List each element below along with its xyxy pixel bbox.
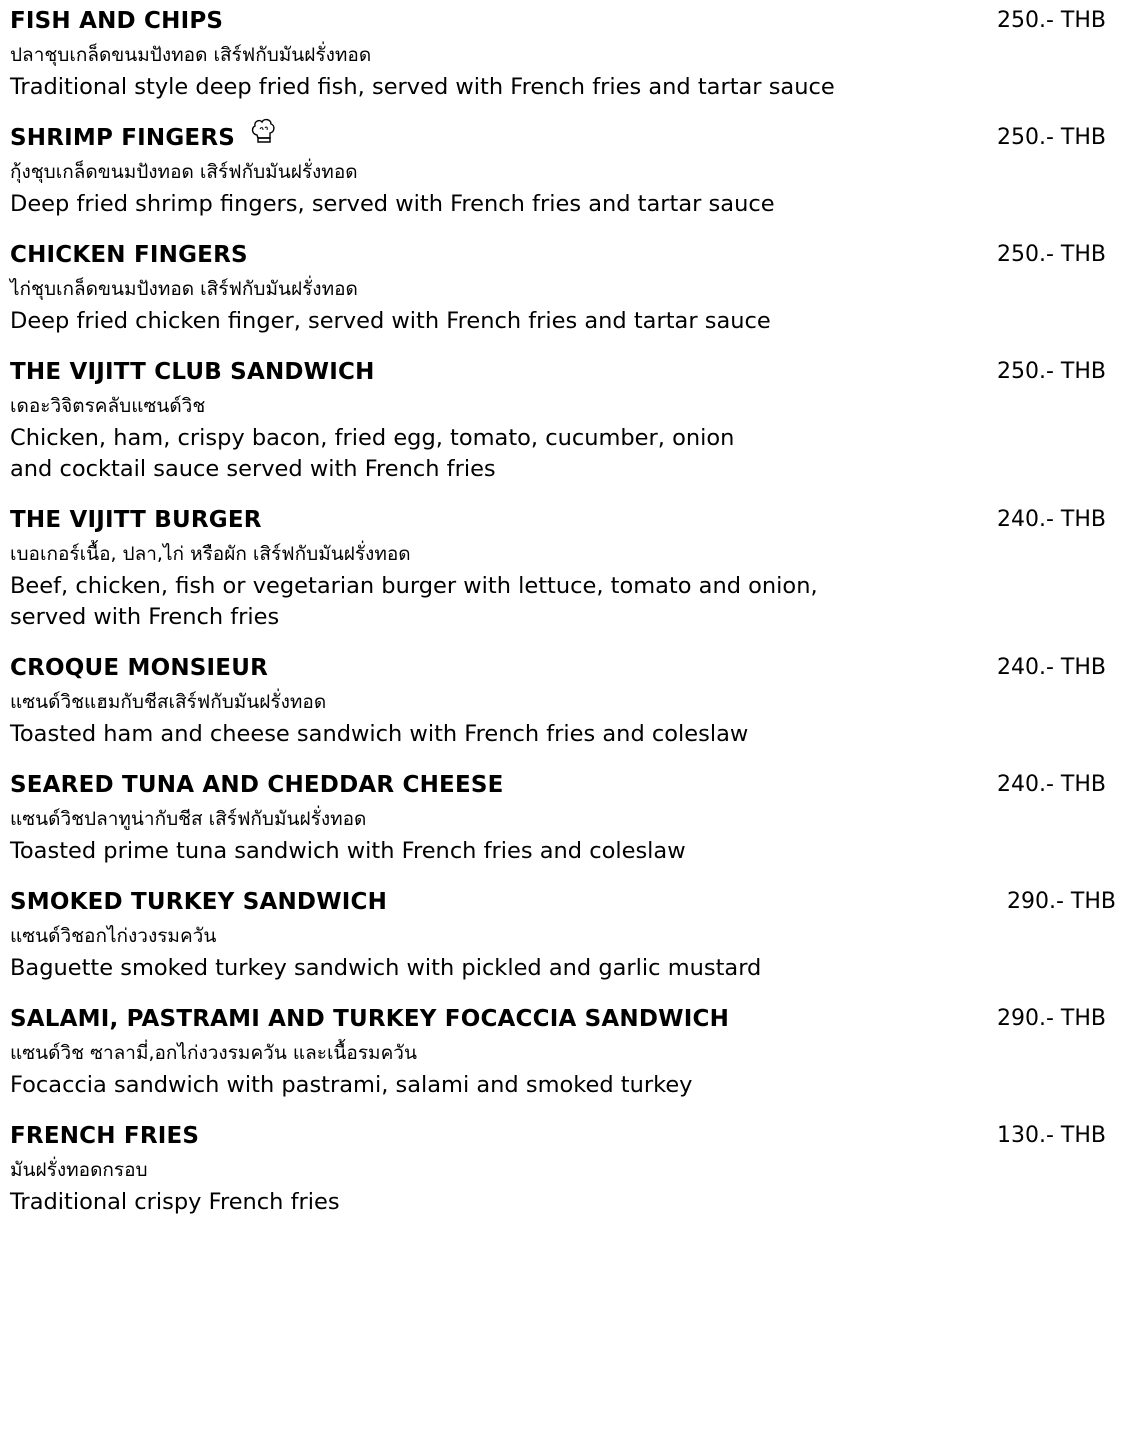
item-price: 290.- THB	[1007, 889, 1116, 914]
chef-hat-icon	[250, 117, 276, 149]
item-price: 250.- THB	[997, 359, 1106, 384]
item-price: 290.- THB	[997, 1006, 1106, 1031]
menu-item	[10, 1002, 1110, 1101]
item-description	[10, 1187, 1110, 1218]
item-price: 250.- THB	[997, 8, 1106, 33]
item-name: SALAMI, PASTRAMI AND TURKEY FOCACCIA SANDWICH	[10, 1006, 730, 1032]
item-description-line: served with French fries	[10, 604, 280, 630]
menu-item	[10, 885, 1116, 984]
item-title-row	[10, 1002, 1110, 1036]
menu-item	[10, 121, 1110, 220]
item-description	[10, 571, 1110, 633]
item-description-line: and cocktail sauce served with French fries	[10, 456, 496, 482]
item-name: FISH AND CHIPS	[10, 8, 224, 34]
item-description	[10, 423, 1110, 485]
item-name: FRENCH FRIES	[10, 1123, 200, 1149]
menu-item	[10, 355, 1110, 485]
item-price: 250.- THB	[997, 125, 1106, 150]
item-name: SMOKED TURKEY SANDWICH	[10, 889, 388, 915]
item-name: CROQUE MONSIEUR	[10, 655, 268, 681]
menu-item	[10, 1119, 1110, 1218]
item-price: 250.- THB	[997, 242, 1106, 267]
item-description	[10, 1070, 1110, 1101]
menu-item	[10, 651, 1110, 750]
item-title-row	[10, 503, 1110, 537]
menu-item	[10, 768, 1110, 867]
item-description	[10, 953, 1110, 984]
item-description-line: Traditional style deep fried fish, served with French fries and tartar sauce	[10, 74, 835, 100]
item-thai-name: เดอะวิจิตรคลับแซนด์วิช	[10, 395, 206, 417]
item-name: SEARED TUNA AND CHEDDAR CHEESE	[10, 772, 504, 798]
item-name: CHICKEN FINGERS	[10, 242, 248, 268]
item-title-row	[10, 355, 1110, 389]
item-thai-name: แซนด์วิช ซาลามี่,อกไก่งวงรมควัน และเนื้อรมควัน	[10, 1042, 417, 1064]
item-description-line: Focaccia sandwich with pastrami, salami and smoked turkey	[10, 1072, 693, 1098]
item-description-line: Deep fried chicken finger, served with French fries and tartar sauce	[10, 308, 771, 334]
item-price: 240.- THB	[997, 507, 1106, 532]
menu-item	[10, 4, 1110, 103]
item-title-row	[10, 4, 1110, 38]
item-description-line: Traditional crispy French fries	[10, 1189, 340, 1215]
item-thai-name: กุ้งชุบเกล็ดขนมปังทอด เสิร์ฟกับมันฝรั่งทอด	[10, 161, 358, 183]
menu-item	[10, 503, 1110, 633]
item-thai-name: ไก่ชุบเกล็ดขนมปังทอด เสิร์ฟกับมันฝรั่งทอด	[10, 278, 358, 300]
item-title-row	[10, 768, 1110, 802]
item-description-line: Toasted prime tuna sandwich with French fries and coleslaw	[10, 838, 686, 864]
item-description-line: Toasted ham and cheese sandwich with French fries and coleslaw	[10, 721, 749, 747]
item-price: 240.- THB	[997, 772, 1106, 797]
menu-list	[10, 4, 1116, 1236]
item-description	[10, 719, 1110, 750]
item-thai-name: แซนด์วิชอกไก่งวงรมควัน	[10, 925, 217, 947]
item-title-row	[10, 1119, 1110, 1153]
item-description	[10, 306, 1110, 337]
item-description-line: Chicken, ham, crispy bacon, fried egg, tomato, cucumber, onion	[10, 425, 735, 451]
item-title-row	[10, 651, 1110, 685]
item-thai-name: ปลาชุบเกล็ดขนมปังทอด เสิร์ฟกับมันฝรั่งทอด	[10, 44, 372, 66]
item-price: 130.- THB	[997, 1123, 1106, 1148]
item-description	[10, 836, 1110, 867]
item-description-line: Baguette smoked turkey sandwich with pickled and garlic mustard	[10, 955, 762, 981]
item-description-line: Deep fried shrimp fingers, served with French fries and tartar sauce	[10, 191, 775, 217]
item-name: THE VIJITT CLUB SANDWICH	[10, 359, 375, 385]
item-name: THE VIJITT BURGER	[10, 507, 262, 533]
item-title-row	[10, 238, 1110, 272]
item-title-row	[10, 121, 1110, 155]
item-thai-name: เบอเกอร์เนื้อ, ปลา,ไก่ หรือผัก เสิร์ฟกับมันฝรั่งทอด	[10, 543, 411, 565]
item-title-row	[10, 885, 1116, 919]
item-description	[10, 72, 1110, 103]
item-description-line: Beef, chicken, fish or vegetarian burger with lettuce, tomato and onion,	[10, 573, 818, 599]
item-name: SHRIMP FINGERS	[10, 125, 236, 151]
item-thai-name: แซนด์วิชแฮมกับชีสเสิร์ฟกับมันฝรั่งทอด	[10, 691, 327, 713]
menu-item	[10, 238, 1110, 337]
item-description	[10, 189, 1110, 220]
item-price: 240.- THB	[997, 655, 1106, 680]
item-thai-name: มันฝรั่งทอดกรอบ	[10, 1159, 148, 1181]
item-thai-name: แซนด์วิชปลาทูน่ากับชีส เสิร์ฟกับมันฝรั่งทอด	[10, 808, 367, 830]
